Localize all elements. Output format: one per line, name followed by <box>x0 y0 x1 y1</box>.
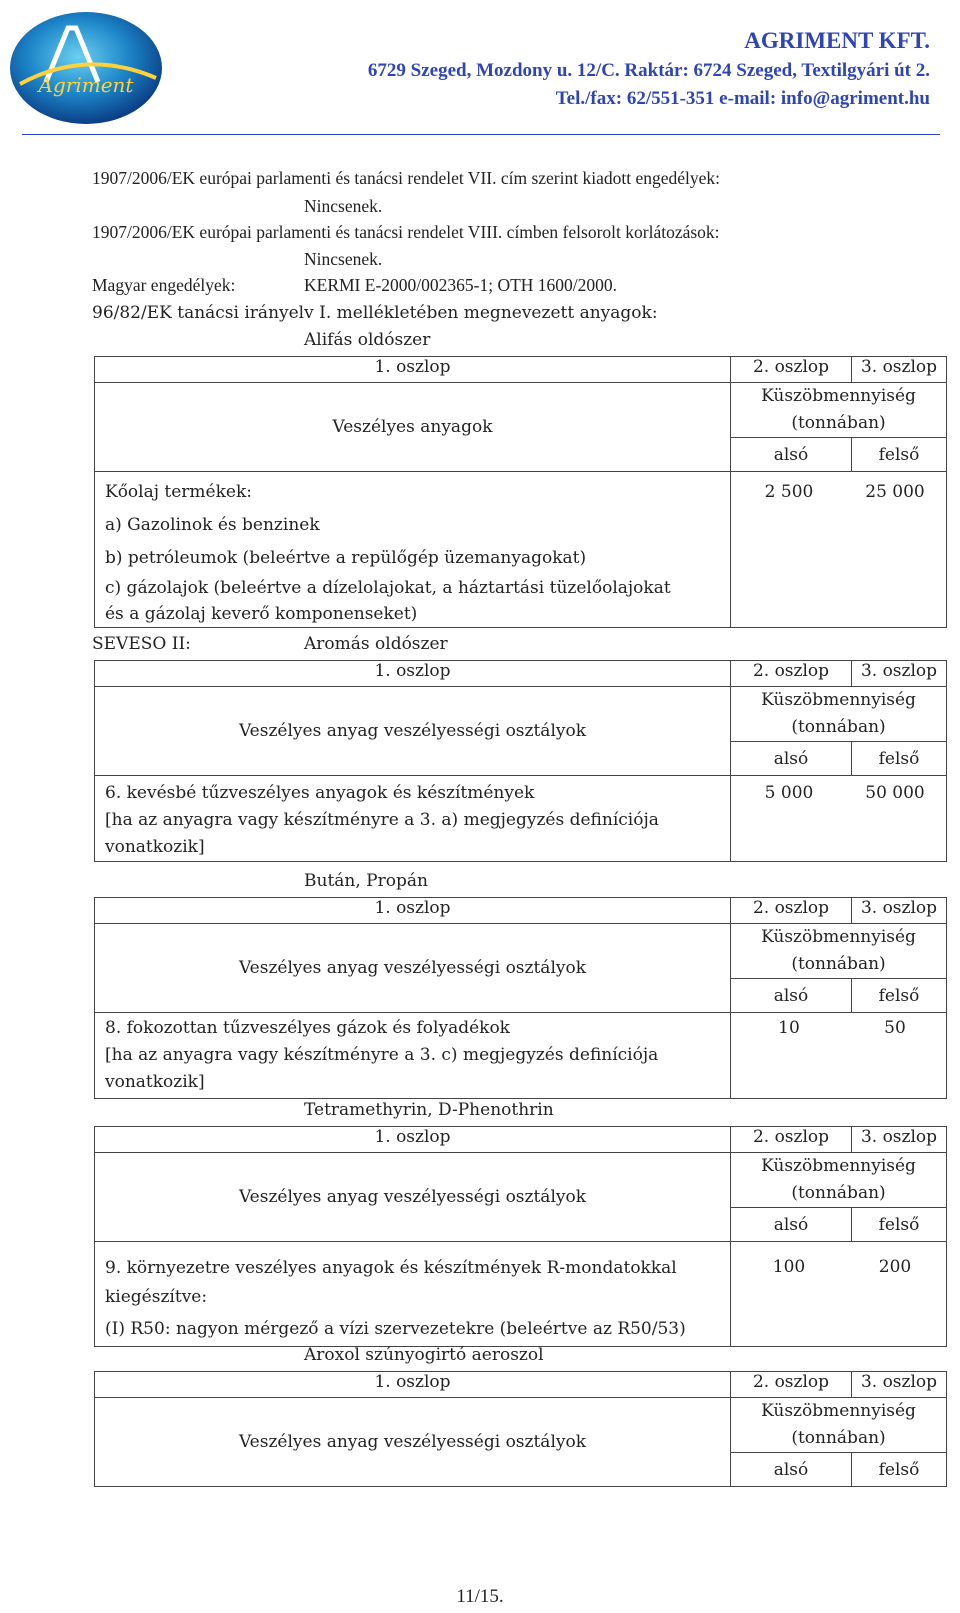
col3-header: 3. oszlop <box>852 357 947 383</box>
hazard-table <box>94 897 947 1099</box>
table-heading: Veszélyes anyag veszélyességi osztályok <box>95 924 731 1013</box>
table-heading: Veszélyes anyag veszélyességi osztályok <box>95 1153 731 1242</box>
upper-header: felső <box>852 1208 947 1242</box>
hazard-description: 8. fokozottan tűzveszélyes gázok és folyadékok [ha az anyagra vagy készítményre a 3. c) megjegyzés definíciója vonatkozik] <box>95 1013 731 1099</box>
substance-title: Aromás oldószer <box>304 634 448 654</box>
reach-restrictions-value: Nincsenek. <box>304 249 383 269</box>
col2-header: 2. oszlop <box>731 357 852 383</box>
upper-header: felső <box>852 438 947 472</box>
lower-value: 2 500 <box>764 482 814 502</box>
threshold-header: Küszöbmennyiség (tonnában) <box>731 924 947 979</box>
page-number: 11/15. <box>456 1586 504 1607</box>
table-heading: Veszélyes anyag veszélyességi osztályok <box>95 687 731 776</box>
lower-header: alsó <box>731 979 852 1013</box>
col1-header: 1. oszlop <box>95 661 731 687</box>
upper-value: 50 <box>884 1018 906 1038</box>
upper-header: felső <box>852 979 947 1013</box>
directive-line: 96/82/EK tanácsi irányelv I. mellékletében megnevezett anyagok: <box>92 303 658 323</box>
lower-header: alsó <box>731 1453 852 1487</box>
hazard-table <box>94 1371 947 1487</box>
company-logo <box>6 8 164 126</box>
upper-header: felső <box>852 1453 947 1487</box>
hazard-description: Kőolaj termékek: a) Gazolinok és benzinek b) petróleumok (beleértve a repülőgép üzemanyagokat) c) gázolajok (beleértve a dízelolajokat, a háztartási tüzelőolajokat és a gázolaj keverő komponenseket) <box>95 472 731 628</box>
threshold-values <box>731 776 947 862</box>
logo-text: Agriment <box>38 73 134 97</box>
col1-header: 1. oszlop <box>95 1127 731 1153</box>
col2-header: 2. oszlop <box>731 898 852 924</box>
company-address: 6729 Szeged, Mozdony u. 12/C. Raktár: 6724 Szeged, Textilgyári út 2. <box>367 60 930 81</box>
col3-header: 3. oszlop <box>852 661 947 687</box>
substance-title: Bután, Propán <box>304 871 428 891</box>
col3-header: 3. oszlop <box>852 1127 947 1153</box>
table-heading: Veszélyes anyag veszélyességi osztályok <box>95 1398 731 1487</box>
threshold-values <box>731 472 947 628</box>
reach-permits-line: 1907/2006/EK európai parlamenti és tanácsi rendelet VII. cím szerint kiadott engedélyek: <box>92 168 721 188</box>
lower-value: 5 000 <box>764 783 814 803</box>
threshold-values <box>731 1013 947 1099</box>
lower-header: alsó <box>731 742 852 776</box>
hazard-table <box>94 356 947 628</box>
col2-header: 2. oszlop <box>731 661 852 687</box>
threshold-header: Küszöbmennyiség (tonnában) <box>731 1398 947 1453</box>
company-name: AGRIMENT KFT. <box>744 28 930 53</box>
upper-value: 50 000 <box>865 783 925 803</box>
lower-header: alsó <box>731 438 852 472</box>
upper-value: 25 000 <box>865 482 925 502</box>
col3-header: 3. oszlop <box>852 898 947 924</box>
threshold-header: Küszöbmennyiség (tonnában) <box>731 687 947 742</box>
col1-header: 1. oszlop <box>95 1372 731 1398</box>
lower-value: 10 <box>778 1018 800 1038</box>
upper-value: 200 <box>878 1257 912 1277</box>
col2-header: 2. oszlop <box>731 1372 852 1398</box>
table-heading: Veszélyes anyagok <box>95 383 731 472</box>
hazard-table <box>94 660 947 862</box>
threshold-values <box>731 1242 947 1347</box>
upper-header: felső <box>852 742 947 776</box>
reach-permits-value: Nincsenek. <box>304 196 383 216</box>
substance-title: Alifás oldószer <box>304 330 431 350</box>
hungarian-permits-value: KERMI E-2000/002365-1; OTH 1600/2000. <box>304 275 618 295</box>
threshold-header: Küszöbmennyiség (tonnában) <box>731 383 947 438</box>
hungarian-permits-label: Magyar engedélyek: <box>92 275 236 295</box>
hazard-description: 9. környezetre veszélyes anyagok és készítmények R-mondatokkal kiegészítve: (I) R50: nagyon mérgező a vízi szervezetekre (beleértve az R50/53) <box>95 1242 731 1347</box>
hazard-table <box>94 1126 947 1347</box>
substance-title: Tetramethyrin, D-Phenothrin <box>304 1100 554 1120</box>
seveso-label: SEVESO II: <box>92 634 191 654</box>
col1-header: 1. oszlop <box>95 898 731 924</box>
col2-header: 2. oszlop <box>731 1127 852 1153</box>
lower-value: 100 <box>772 1257 806 1277</box>
col3-header: 3. oszlop <box>852 1372 947 1398</box>
reach-restrictions-line: 1907/2006/EK európai parlamenti és tanácsi rendelet VIII. címben felsorolt korlátozások: <box>92 222 720 242</box>
header-divider <box>22 134 940 135</box>
substance-title: Aroxol szúnyogirtó aeroszol <box>304 1345 544 1365</box>
hazard-description: 6. kevésbé tűzveszélyes anyagok és készítmények [ha az anyagra vagy készítményre a 3. a) megjegyzés definíciója vonatkozik] <box>95 776 731 862</box>
lower-header: alsó <box>731 1208 852 1242</box>
col1-header: 1. oszlop <box>95 357 731 383</box>
threshold-header: Küszöbmennyiség (tonnában) <box>731 1153 947 1208</box>
company-contact: Tel./fax: 62/551-351 e-mail: info@agriment.hu <box>555 88 930 109</box>
